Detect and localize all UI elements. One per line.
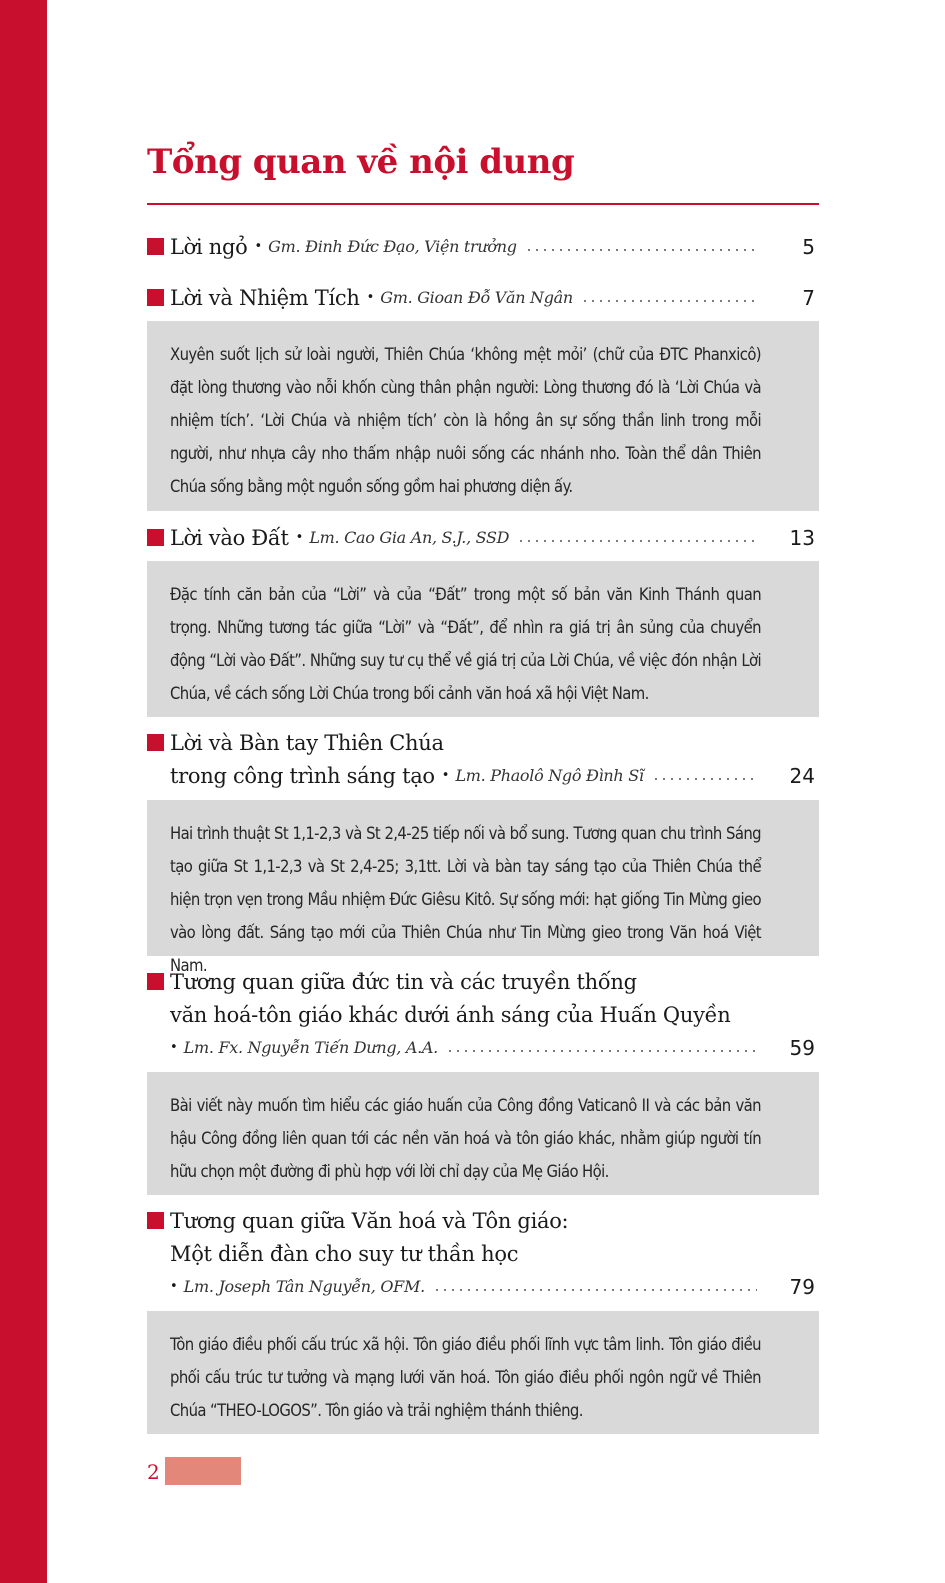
leader-dots xyxy=(446,1050,757,1052)
toc-entry-loi-vao-dat[interactable] xyxy=(147,521,819,554)
leader-dots xyxy=(581,300,757,302)
entry-title: Lời ngỏ xyxy=(170,234,248,259)
entry-abstract: Tôn giáo điều phối cấu trúc xã hội. Tôn giáo điều phối lĩnh vực tâm linh. Tôn giáo điều phối cấu trúc tư tưởng và mạng lưới văn hoá. Tôn giáo điều phối ngôn ngữ về Thiên Chúa “THEO-LOGOS”. Tôn giáo và trải nghiệm thánh thiêng. xyxy=(147,1311,819,1434)
toc-entry-van-hoa-ton-giao[interactable] xyxy=(147,1204,819,1303)
toc-entry-loi-va-nhiem-tich[interactable] xyxy=(147,281,819,314)
entry-title: Lời vào Đất xyxy=(170,525,289,550)
title-divider xyxy=(147,203,819,205)
toc-entry-tuong-quan-duc-tin[interactable] xyxy=(147,965,819,1064)
entry-page: 5 xyxy=(802,234,815,259)
page-title: Tổng quan về nội dung xyxy=(147,142,575,182)
bullet: • xyxy=(441,768,450,783)
entry-author: Lm. Joseph Tân Nguyễn, OFM. xyxy=(183,1277,425,1296)
leader-dots xyxy=(652,778,757,780)
entry-marker xyxy=(147,973,164,990)
entry-title: Lời và Bàn tay Thiên Chúa xyxy=(170,730,444,755)
toc-entry-loi-va-ban-tay[interactable] xyxy=(147,726,819,792)
entry-title: Lời và Nhiệm Tích xyxy=(170,285,360,310)
entry-page: 24 xyxy=(789,763,815,788)
entry-marker xyxy=(147,238,164,255)
entry-abstract: Hai trình thuật St 1,1-2,3 và St 2,4-25 tiếp nối và bổ sung. Tương quan chu trình Sáng tạo giữa St 1,1-2,3 và St 2,4-25; 3,1tt. Lời và bàn tay sáng tạo của Thiên Chúa thể hiện trọn vẹn trong Mầu nhiệm Đức Giêsu Kitô. Sự sống mới: hạt giống Tin Mừng gieo vào lòng đất. Sáng tạo mới của Thiên Chúa như Tin Mừng gieo trong Văn hoá Việt Nam. xyxy=(147,800,819,956)
bullet: • xyxy=(366,290,375,305)
entry-page: 7 xyxy=(802,285,815,310)
entry-title-line-2: Một diễn đàn cho suy tư thần học xyxy=(170,1241,519,1266)
toc-entry-loi-ngo[interactable] xyxy=(147,230,819,263)
entry-title-line-2: văn hoá-tôn giáo khác dưới ánh sáng của Huấn Quyền xyxy=(170,1002,731,1027)
entry-page: 59 xyxy=(789,1035,815,1060)
entry-marker xyxy=(147,289,164,306)
left-color-band xyxy=(0,0,47,1583)
entry-author: Gm. Đinh Đức Đạo, Viện trưởng xyxy=(268,237,517,256)
entry-marker xyxy=(147,1212,164,1229)
entry-page: 13 xyxy=(789,525,815,550)
entry-title-line-2: trong công trình sáng tạo xyxy=(170,763,435,788)
leader-dots xyxy=(525,249,757,251)
entry-abstract: Đặc tính căn bản của “Lời” và của “Đất” trong một số bản văn Kinh Thánh quan trọng. Những tương tác giữa “Lời” và “Đất”, để nhìn ra giá trị ân sủng của chuyển động “Lời vào Đất”. Những suy tư cụ thể về giá trị của Lời Chúa, về việc đón nhận Lời Chúa, về cách sống Lời Chúa trong bối cảnh văn hoá xã hội Việt Nam. xyxy=(147,561,819,717)
entry-title: Tương quan giữa đức tin và các truyền thống xyxy=(170,969,637,994)
leader-dots xyxy=(517,540,757,542)
entry-author: Lm. Cao Gia An, S.J., SSD xyxy=(309,528,510,547)
entry-marker xyxy=(147,734,164,751)
bullet: • xyxy=(170,1279,178,1294)
page-number-bar xyxy=(165,1457,241,1485)
entry-abstract: Xuyên suốt lịch sử loài người, Thiên Chúa ‘không mệt mỏi’ (chữ của ĐTC Phanxicô) đặt lòng thương vào nỗi khốn cùng thân phận người: Lòng thương đó là ‘Lời Chúa và nhiệm tích’. ‘Lời Chúa và nhiệm tích’ còn là hồng ân sự sống thần linh trong mỗi người, như nhựa cây nho thấm nhập nuôi sống các nhánh nho. Toàn thể dân Thiên Chúa sống bằng một nguồn sống gồm hai phương diện ấy. xyxy=(147,321,819,511)
entry-marker xyxy=(147,529,164,546)
entry-page: 79 xyxy=(789,1274,815,1299)
bullet: • xyxy=(295,530,304,545)
bullet: • xyxy=(170,1040,178,1055)
page-number: 2 xyxy=(147,1460,160,1484)
entry-abstract: Bài viết này muốn tìm hiểu các giáo huấn của Công đồng Vaticanô II và các bản văn hậu Công đồng liên quan tới các nền văn hoá và tôn giáo khác, nhằm giúp người tín hữu chọn một đường đi phù hợp với lời chỉ dạy của Mẹ Giáo Hội. xyxy=(147,1072,819,1195)
entry-author: Gm. Gioan Đỗ Văn Ngân xyxy=(380,288,573,307)
leader-dots xyxy=(433,1289,757,1291)
entry-author: Lm. Fx. Nguyễn Tiến Dưng, A.A. xyxy=(183,1038,438,1057)
bullet: • xyxy=(254,239,263,254)
entry-title: Tương quan giữa Văn hoá và Tôn giáo: xyxy=(170,1208,569,1233)
entry-author: Lm. Phaolô Ngô Đình Sĩ xyxy=(455,766,644,785)
